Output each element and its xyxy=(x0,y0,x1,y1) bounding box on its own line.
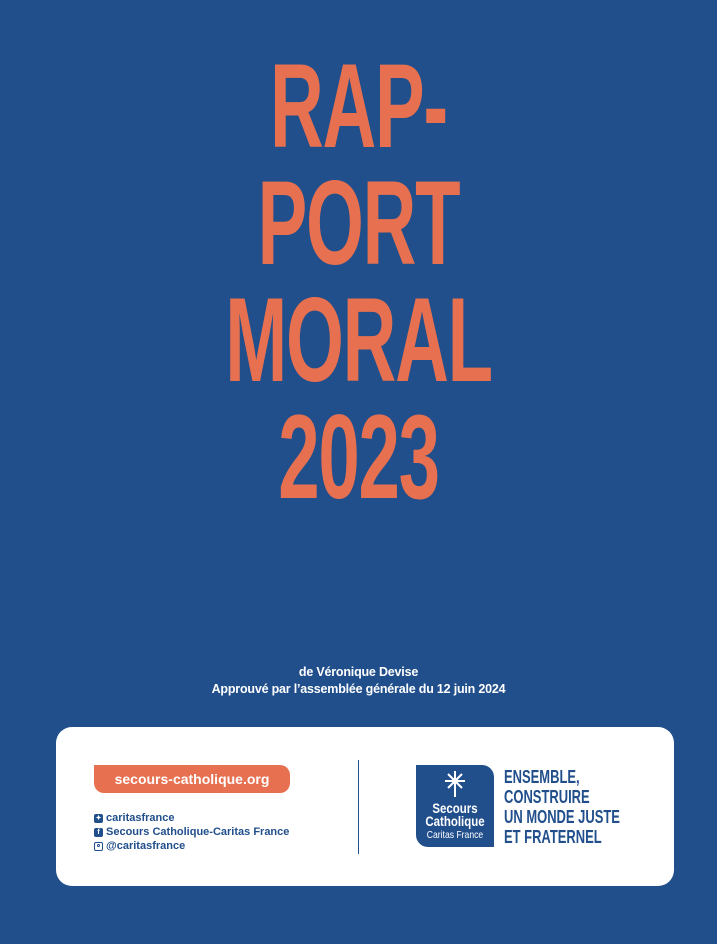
cover-title xyxy=(0,39,717,524)
instagram-handle: @caritasfrance xyxy=(106,840,186,852)
title-line-2: PORT xyxy=(257,156,460,290)
facebook-handle: Secours Catholique-Caritas France xyxy=(106,826,290,838)
instagram-icon xyxy=(94,842,103,851)
footer-card xyxy=(56,727,674,886)
approval-line: Approuvé par l’assemblée générale du 12 juin 2024 xyxy=(211,682,506,696)
logo-text-catholique: Catholique xyxy=(425,813,485,829)
title-line-1: RAP- xyxy=(270,39,447,173)
slogan-line-2: CONSTRUIRE xyxy=(504,787,590,807)
slogan xyxy=(504,767,620,847)
slogan-line-1: ENSEMBLE, xyxy=(504,767,580,787)
social-item-instagram[interactable] xyxy=(94,839,289,853)
secours-catholique-logo xyxy=(416,765,494,847)
logo-text-caritas: Caritas France xyxy=(426,829,484,841)
social-links xyxy=(94,811,289,853)
twitter-icon: ✦ xyxy=(95,814,102,822)
social-item-facebook[interactable] xyxy=(94,825,289,839)
website-link[interactable]: secours-catholique.org xyxy=(94,765,290,793)
facebook-icon: f xyxy=(94,828,103,837)
logo-text-secours: Secours xyxy=(432,800,478,816)
cross-emblem-icon xyxy=(442,769,468,799)
twitter-handle: caritasfrance xyxy=(106,812,175,824)
title-line-3: MORAL xyxy=(225,273,492,407)
slogan-line-4: ET FRATERNEL xyxy=(504,827,602,847)
author-line: de Véronique Devise xyxy=(298,665,419,679)
title-line-4: 2023 xyxy=(278,390,439,524)
social-item-twitter[interactable] xyxy=(94,811,289,825)
divider xyxy=(358,760,359,854)
slogan-line-3: UN MONDE JUSTE xyxy=(504,807,620,827)
